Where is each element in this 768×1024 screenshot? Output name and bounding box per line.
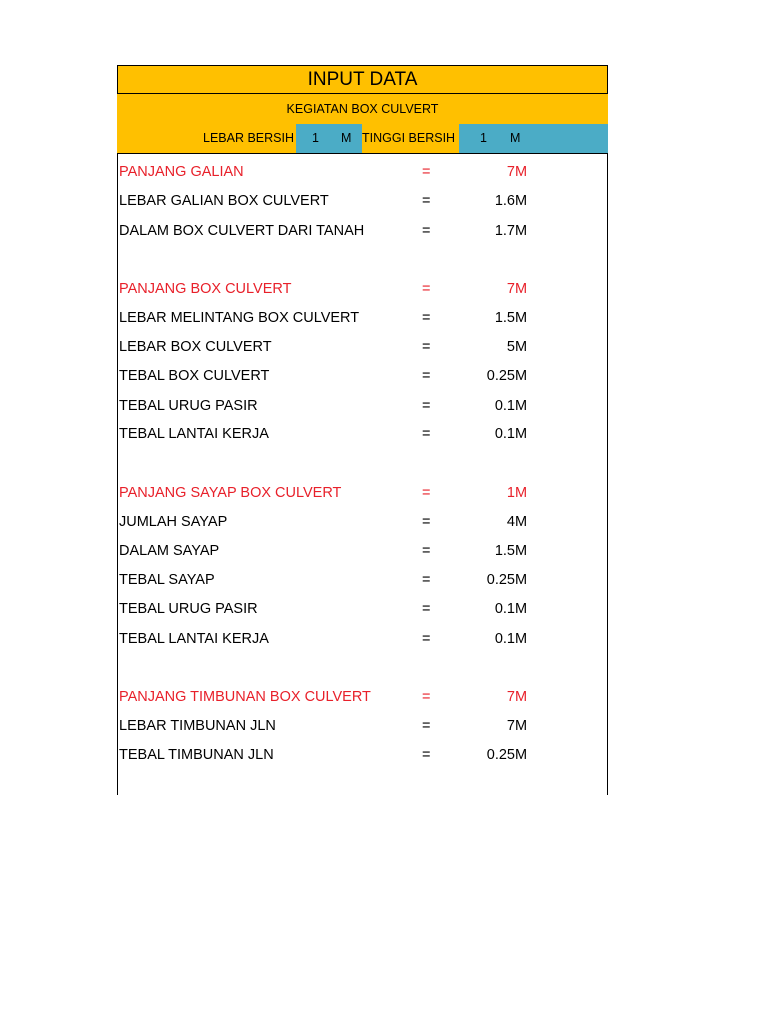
row-value[interactable]: 0.25 [486, 572, 515, 588]
equals-sign: = [422, 281, 431, 297]
row-label: LEBAR TIMBUNAN JLN [119, 718, 276, 734]
equals-sign: = [422, 543, 431, 559]
data-row [118, 190, 607, 212]
data-row [118, 598, 607, 620]
row-value[interactable]: 4 [506, 514, 515, 530]
row-label: TEBAL BOX CULVERT [119, 368, 270, 384]
data-row [118, 423, 607, 445]
data-row [118, 540, 607, 562]
equals-sign: = [422, 631, 431, 647]
tinggi-bersih-label: TINGGI BERSIH [362, 131, 456, 145]
row-value[interactable]: 5 [506, 339, 515, 355]
row-label: PANJANG SAYAP BOX CULVERT [119, 485, 342, 501]
equals-sign: = [422, 193, 431, 209]
row-label: JUMLAH SAYAP [119, 514, 228, 530]
row-unit: M [515, 368, 528, 384]
row-label: DALAM BOX CULVERT DARI TANAH [119, 223, 365, 239]
data-row [118, 744, 607, 766]
row-value[interactable]: 1.5 [494, 543, 515, 559]
row-label: LEBAR BOX CULVERT [119, 339, 272, 355]
row-value[interactable]: 7 [506, 281, 515, 297]
row-value[interactable]: 0.1 [494, 426, 515, 442]
row-unit: M [515, 601, 528, 617]
row-unit: M [515, 164, 528, 180]
data-row [118, 482, 607, 504]
row-unit: M [515, 718, 528, 734]
sheet-subtitle: KEGIATAN BOX CULVERT [117, 94, 608, 124]
equals-sign: = [422, 601, 431, 617]
input-rows [117, 153, 608, 795]
row-label: TEBAL LANTAI KERJA [119, 631, 269, 647]
row-unit: M [515, 514, 528, 530]
data-row [118, 686, 607, 708]
row-label: TEBAL URUG PASIR [119, 601, 258, 617]
equals-sign: = [422, 718, 431, 734]
lebar-bersih-value: 1 [312, 131, 319, 145]
row-value[interactable]: 7 [506, 718, 515, 734]
data-row [118, 336, 607, 358]
row-unit: M [515, 426, 528, 442]
data-row [118, 628, 607, 650]
data-row [118, 511, 607, 533]
row-unit: M [515, 339, 528, 355]
row-value[interactable]: 1.6 [494, 193, 515, 209]
row-unit: M [515, 223, 528, 239]
data-row [118, 715, 607, 737]
row-label: DALAM SAYAP [119, 543, 220, 559]
row-value[interactable]: 1.5 [494, 310, 515, 326]
row-unit: M [515, 747, 528, 763]
row-value[interactable]: 0.1 [494, 601, 515, 617]
row-unit: M [515, 543, 528, 559]
data-row [118, 569, 607, 591]
equals-sign: = [422, 514, 431, 530]
equals-sign: = [422, 339, 431, 355]
row-value[interactable]: 0.1 [494, 631, 515, 647]
row-unit: M [515, 310, 528, 326]
row-value[interactable]: 0.25 [486, 747, 515, 763]
tinggi-bersih-value: 1 [480, 131, 487, 145]
row-value[interactable]: 1.7 [494, 223, 515, 239]
row-label: LEBAR GALIAN BOX CULVERT [119, 193, 329, 209]
row-unit: M [515, 689, 528, 705]
row-label: PANJANG BOX CULVERT [119, 281, 292, 297]
row-label: TEBAL SAYAP [119, 572, 215, 588]
row-label: PANJANG TIMBUNAN BOX CULVERT [119, 689, 371, 705]
row-unit: M [515, 631, 528, 647]
row-label: TEBAL LANTAI KERJA [119, 426, 269, 442]
row-value[interactable]: 1 [506, 485, 515, 501]
data-row [118, 395, 607, 417]
row-unit: M [515, 485, 528, 501]
equals-sign: = [422, 426, 431, 442]
data-row [118, 220, 607, 242]
row-label: LEBAR MELINTANG BOX CULVERT [119, 310, 360, 326]
equals-sign: = [422, 689, 431, 705]
lebar-bersih-label: LEBAR BERSIH [203, 131, 295, 145]
equals-sign: = [422, 485, 431, 501]
row-label: TEBAL TIMBUNAN JLN [119, 747, 274, 763]
row-value[interactable]: 7 [506, 689, 515, 705]
row-unit: M [515, 193, 528, 209]
row-label: TEBAL URUG PASIR [119, 398, 258, 414]
equals-sign: = [422, 572, 431, 588]
row-unit: M [515, 572, 528, 588]
data-row [118, 161, 607, 183]
row-label: PANJANG GALIAN [119, 164, 244, 180]
row-unit: M [515, 398, 528, 414]
row-value[interactable]: 7 [506, 164, 515, 180]
data-row [118, 307, 607, 329]
equals-sign: = [422, 368, 431, 384]
row-value[interactable]: 0.25 [486, 368, 515, 384]
data-row [118, 365, 607, 387]
equals-sign: = [422, 223, 431, 239]
lebar-bersih-cell[interactable] [296, 124, 362, 153]
lebar-bersih-unit: M [341, 131, 352, 145]
equals-sign: = [422, 398, 431, 414]
sheet-title: INPUT DATA [117, 65, 608, 94]
equals-sign: = [422, 164, 431, 180]
row-unit: M [515, 281, 528, 297]
row-value[interactable]: 0.1 [494, 398, 515, 414]
tinggi-bersih-unit: M [510, 131, 521, 145]
data-row [118, 278, 607, 300]
input-data-sheet [117, 65, 608, 795]
dimension-row [117, 124, 608, 153]
equals-sign: = [422, 310, 431, 326]
equals-sign: = [422, 747, 431, 763]
